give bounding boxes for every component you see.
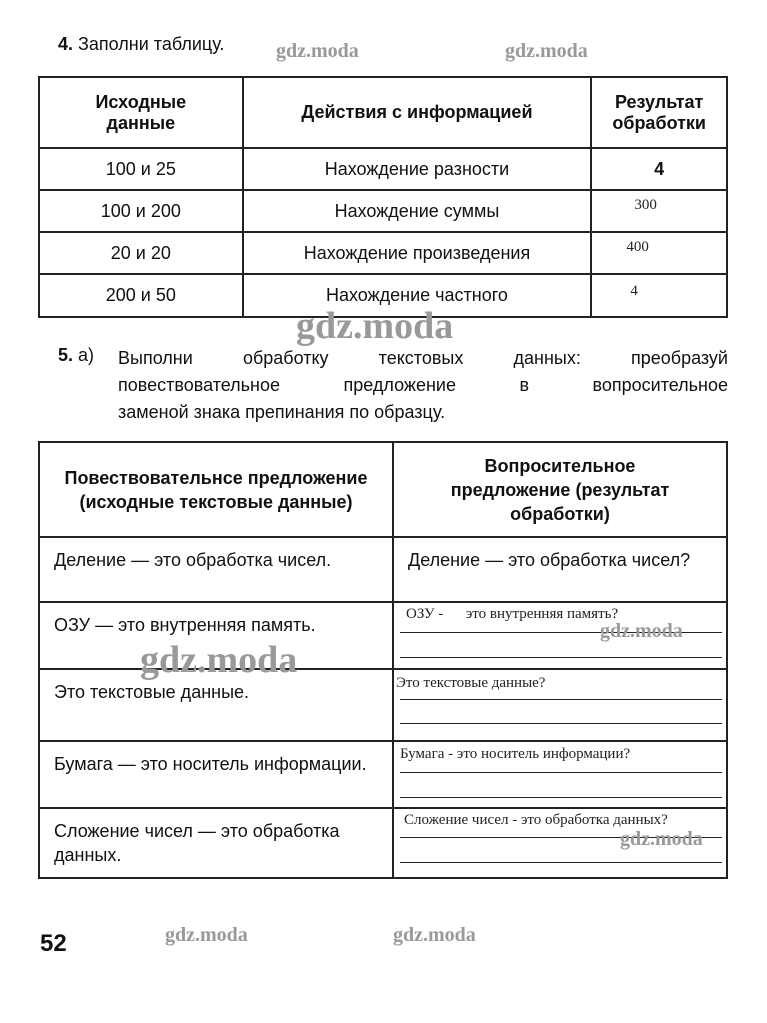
result-answer-cell[interactable] [393,669,727,741]
result-cell[interactable]: 4 [591,274,727,317]
input-cell: 200 и 50 [39,274,243,317]
handwritten-answer: Сложение чисел - это обработка данных? [404,812,668,828]
handwritten-answer: Это текстовые данные? [396,675,546,691]
task5-number-block [58,345,94,366]
action-cell: Нахождение произведения [243,232,592,274]
watermark: gdz.moda [600,620,683,642]
task-number: 5. [58,345,74,365]
writing-line [400,723,722,724]
task5-instructions [118,345,728,426]
table-row [39,148,727,190]
header-action: Действия с информацией [243,77,592,148]
writing-line [400,797,722,798]
header-source: Повествовательнсе предложение (исходные текстовые данные) [39,442,393,537]
result-cell[interactable]: 400 [591,232,727,274]
task4-heading [58,34,224,55]
watermark: gdz.moda [296,305,454,347]
header-result: Результат обработки [591,77,727,148]
result-answer-cell[interactable] [393,741,727,808]
input-cell: 100 и 25 [39,148,243,190]
instruction-line: повествовательное предложение в вопросительное [118,375,728,395]
table-header [39,442,727,537]
writing-line [400,862,722,863]
task4-table [38,76,728,318]
source-cell: Это текстовые данные. [39,669,393,741]
watermark: gdz.moda [393,924,476,946]
handwritten-answer: Бумага - это носитель информации? [400,746,631,762]
table-row [39,537,727,602]
page-number: 52 [40,930,67,957]
result-cell: 4 [591,148,727,190]
header-result: Вопросительное предложение (результат обработки) [393,442,727,537]
source-cell: Сложение чисел — это обработка данных. [39,808,393,878]
watermark: gdz.moda [620,828,703,850]
watermark: gdz.moda [276,40,359,62]
input-cell: 20 и 20 [39,232,243,274]
header-input: Исходные данные [39,77,243,148]
watermark: gdz.moda [165,924,248,946]
source-cell: Бумага — это носитель информации. [39,741,393,808]
table-header [39,77,727,148]
table-row [39,190,727,232]
task-letter: а) [78,345,95,365]
action-cell: Нахождение разности [243,148,592,190]
action-cell: Нахождение частного [243,274,592,317]
table-row [39,741,727,808]
result-cell[interactable]: 300 [591,190,727,232]
writing-line [400,772,722,773]
writing-line [400,657,722,658]
source-cell: ОЗУ — это внутренняя память. [39,602,393,669]
watermark: gdz.moda [505,40,588,62]
task-number: 4. [58,34,74,54]
action-cell: Нахождение суммы [243,190,592,232]
task-text: Заполни таблицу. [78,34,225,54]
instruction-line: заменой знака препинания по образцу. [118,402,446,422]
source-cell: Деление — это обработка чисел. [39,537,393,602]
writing-line [400,699,722,700]
input-cell: 100 и 200 [39,190,243,232]
handwritten-answer: ОЗУ - это внутренняя память? [406,606,619,622]
instruction-line: Выполни обработку текстовых данных: преобразуй [118,348,728,368]
watermark: gdz.moda [140,639,298,681]
result-cell: Деление — это обработка чисел? [393,537,727,602]
table-row [39,232,727,274]
